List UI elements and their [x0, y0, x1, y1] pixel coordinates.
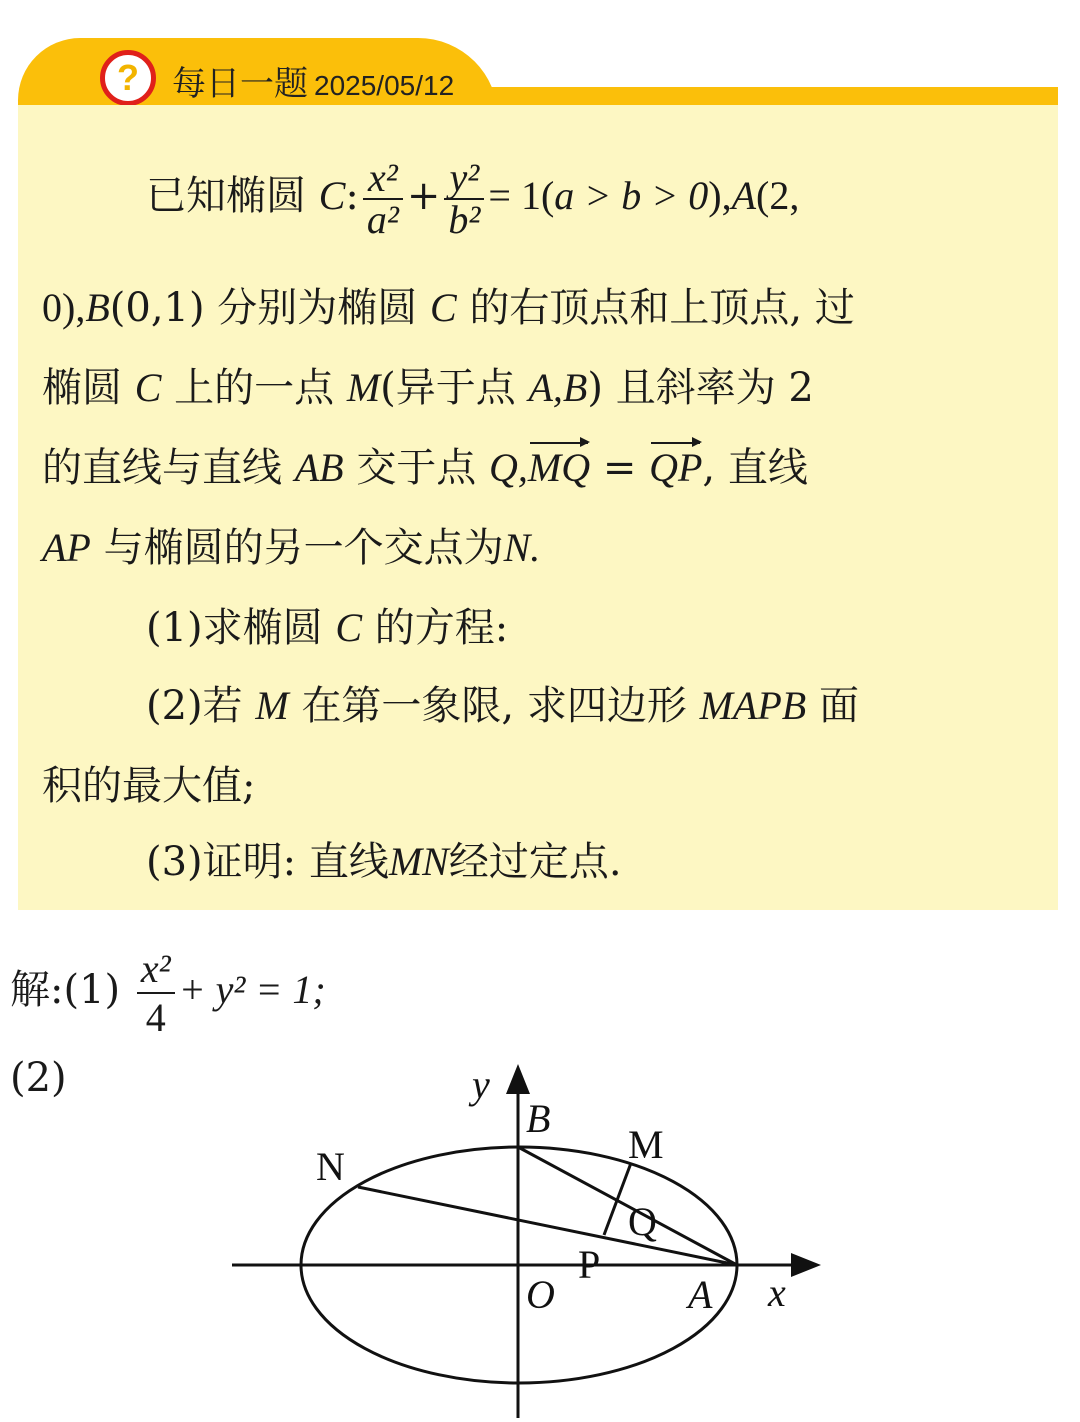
text: M [255, 683, 289, 728]
text: C [318, 173, 346, 218]
text: (0,1) 分别为椭圆 [109, 285, 418, 331]
text: 椭圆 [42, 365, 122, 411]
label-N: N [316, 1144, 345, 1189]
text: x² [363, 158, 403, 200]
text: (3)证明: 直线 [146, 839, 389, 885]
text: QP [649, 445, 703, 490]
text: AB [294, 445, 344, 490]
text: + [406, 173, 441, 219]
text: (1)求椭圆 [146, 605, 323, 651]
text: ) 且斜率为 2 [587, 365, 814, 411]
text: (2, [756, 173, 800, 218]
text: N. [503, 525, 541, 570]
text: C [430, 285, 457, 330]
label-P: P [578, 1242, 601, 1287]
text: 4 [145, 995, 166, 1040]
text: x² [137, 945, 175, 994]
text: (1) [63, 967, 121, 1013]
text: B [85, 285, 110, 330]
question-icon: ? [100, 50, 156, 106]
label-B: B [526, 1096, 551, 1141]
text: C [134, 365, 162, 410]
text: ), [708, 173, 732, 218]
text: (异于点 [380, 365, 516, 411]
line-MP [604, 1163, 631, 1235]
text: MAPB [699, 683, 807, 728]
text: 交于点 [356, 445, 477, 491]
text: M [346, 365, 381, 410]
text: MQ [527, 445, 591, 490]
label-A: A [688, 1272, 713, 1317]
text: (2) [10, 1055, 67, 1101]
label-M: M [628, 1122, 664, 1167]
text: : [345, 173, 359, 219]
text: 的直线与直线 [42, 445, 282, 491]
label-y: y [472, 1062, 490, 1107]
text: a > b > 0 [554, 173, 709, 218]
text: A,B [528, 365, 588, 410]
text: 面 [818, 683, 859, 729]
text: MN [388, 839, 449, 884]
text: 积的最大值; [42, 763, 256, 809]
label-Q: Q [628, 1199, 657, 1244]
text: b² [448, 197, 481, 242]
text: A [731, 173, 757, 218]
text: 0), [42, 285, 86, 330]
text: = 1( [488, 173, 555, 218]
title-text: 每日一题 [172, 64, 308, 104]
text: y² [444, 158, 484, 200]
text: 与椭圆的另一个交点为 [103, 525, 504, 571]
text: C [335, 605, 363, 650]
text: 上的一点 [174, 365, 335, 411]
text: 的右顶点和上顶点, 过 [469, 285, 855, 331]
text: a² [366, 197, 399, 242]
text: (2)若 [146, 683, 243, 729]
label-O: O [526, 1272, 555, 1317]
text: 经过定点. [448, 839, 622, 885]
line-AN [358, 1187, 737, 1265]
text: + y² = 1; [178, 967, 326, 1012]
text: 的方程: [374, 605, 509, 651]
text: = [590, 445, 650, 491]
text: AP [42, 525, 91, 570]
text: 已知椭圆 [146, 173, 306, 219]
label-x: x [768, 1270, 786, 1315]
text: 解: [10, 967, 64, 1013]
text: 在第一象限, 求四边形 [301, 683, 687, 729]
text: Q, [489, 445, 528, 490]
text: , 直线 [702, 445, 808, 491]
header-date: 2025/05/12 [314, 70, 455, 101]
